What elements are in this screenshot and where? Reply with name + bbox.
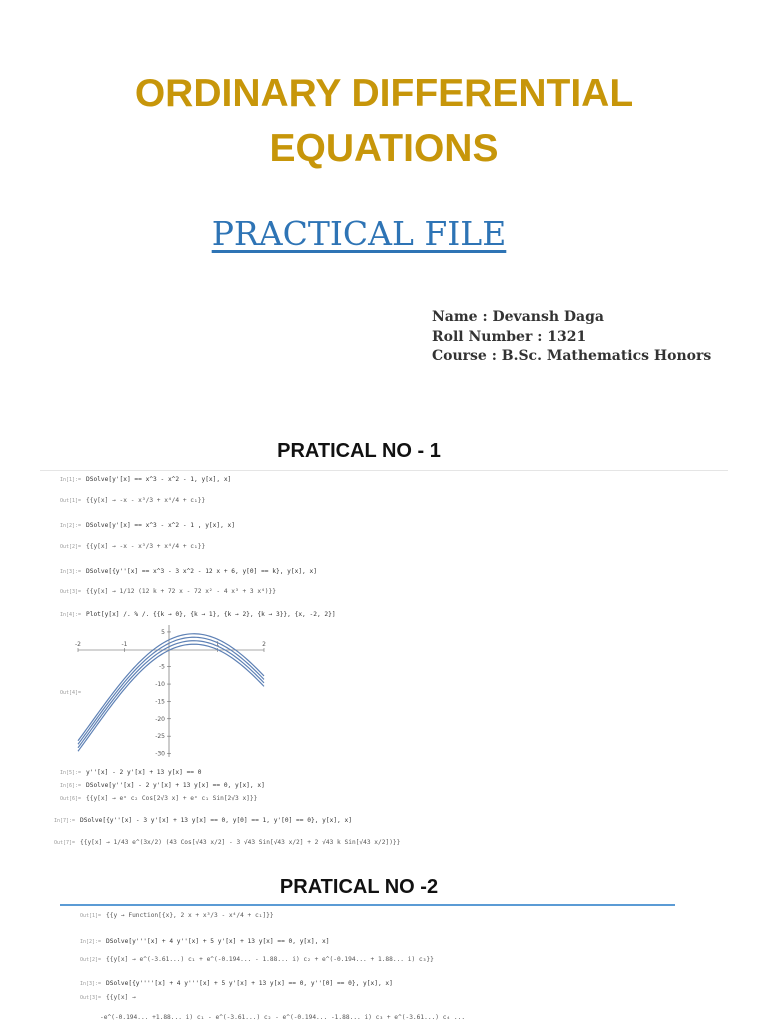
notebook-cell <box>60 795 257 802</box>
y-tick-label: -5 <box>159 663 165 671</box>
y-tick-label: -15 <box>155 698 165 706</box>
notebook-cell <box>60 611 336 618</box>
cell-input: DSolve[y'[x] == x^3 - x^2 - 1 , y[x], x] <box>86 522 236 529</box>
cell-label: Out[2]= <box>60 544 82 550</box>
cell-input: DSolve[y''[x] - 2 y'[x] + 13 y[x] == 0, y[x], x] <box>86 782 265 789</box>
notebook-cell <box>60 769 201 776</box>
notebook-cell <box>60 782 265 789</box>
cell-input: DSolve[{y''[x] == x^3 - 3 x^2 - 12 x + 6, y[0] == k}, y[x], x] <box>86 568 317 575</box>
student-info <box>432 308 711 367</box>
cell-label: Out[2]= <box>80 957 102 963</box>
cell-label: In[7]:= <box>54 818 76 824</box>
x-tick-label: 1 <box>215 641 220 648</box>
cell-input: DSolve[y'''[x] + 4 y''[x] + 5 y'[x] + 13 y[x] == 0, y[x], x] <box>106 938 330 945</box>
y-tick-label: -25 <box>155 733 165 741</box>
cell-label: Out[1]= <box>80 913 102 919</box>
solution-curve <box>78 637 264 744</box>
cell-output: {{y[x] → e^(-3.61...) c₁ + e^(-0.194... - 1.88... i) c₂ + e^(-0.194... + 1.88... i) c₃}} <box>106 956 434 963</box>
notebook-cell <box>54 817 352 824</box>
cell-output: {{y[x] → -x - x³/3 + x⁴/4 + c₁}} <box>86 543 206 550</box>
notebook-cell <box>80 912 274 919</box>
cell-label: In[1]:= <box>60 477 82 483</box>
cell-output: {{y → Function[{x}, 2 x + x³/3 - x⁴/4 + c₁]}} <box>106 912 274 919</box>
cell-output: {{y[x] → eˣ c₂ Cos[2√3 x] + eˣ c₁ Sin[2√3 x]}} <box>86 795 258 802</box>
x-tick-label: -1 <box>121 641 128 648</box>
y-tick-label: 5 <box>161 628 165 636</box>
cell-label: Out[4]= <box>60 690 82 696</box>
notebook-cell <box>60 476 231 483</box>
cell-label: In[2]:= <box>80 939 102 945</box>
notebook-cell <box>100 1014 465 1021</box>
notebook-cell <box>60 543 205 550</box>
practical-1-heading: PRATICAL NO - 1 <box>277 440 441 462</box>
cell-label: Out[7]= <box>54 840 76 846</box>
solution-curve <box>78 644 264 751</box>
student-roll-number: Roll Number : 1321 <box>432 328 587 345</box>
y-tick-label: -20 <box>155 715 165 723</box>
cell-output: {{y[x] → 1/43 e^(3x/2) (43 Cos[√43 x/2] - 3 √43 Sin[√43 x/2] + 2 √43 k Sin[√43 x/2])}} <box>80 839 401 846</box>
cell-label: Out[1]= <box>60 498 82 504</box>
practical-2-heading: PRATICAL NO -2 <box>279 876 439 898</box>
document-title <box>0 66 768 176</box>
cell-output: -e^(-0.194... +1.88... i) c₁ - e^(-3.61...) c₂ - e^(-0.194... -1.88... i) c₃ + e^(-3.61...) c₄ ... <box>100 1014 466 1021</box>
practical-1-notebook <box>40 470 728 860</box>
cell-output: {{y[x] → <box>106 994 136 1001</box>
cell-label: In[3]:= <box>60 569 82 575</box>
notebook-cell <box>60 588 276 595</box>
notebook-top-bar <box>60 904 675 906</box>
notebook-cell <box>60 497 205 504</box>
cell-label: In[5]:= <box>60 770 82 776</box>
cell-label: Out[3]= <box>80 995 102 1001</box>
x-tick-label: 2 <box>262 641 266 648</box>
cell-label: Out[3]= <box>60 589 82 595</box>
notebook-cell <box>80 980 393 987</box>
solution-curve <box>78 641 264 748</box>
notebook-cell <box>80 938 330 945</box>
student-name: Name : Devansh Daga <box>432 309 604 325</box>
title-line-1: ORDINARY DIFFERENTIAL <box>134 72 634 115</box>
student-course: Course : B.Sc. Mathematics Honors <box>432 348 712 364</box>
document-subtitle: PRACTICAL FILE <box>211 214 507 253</box>
solution-plot <box>74 621 274 761</box>
cell-label: In[2]:= <box>60 523 82 529</box>
cell-input: DSolve[{y''''[x] + 4 y'''[x] + 5 y'[x] + 13 y[x] == 0, y''[0] == 0}, y[x], x] <box>106 980 393 987</box>
cell-label: In[4]:= <box>60 612 82 618</box>
x-tick-label: -2 <box>75 641 81 648</box>
y-tick-label: -10 <box>155 681 165 689</box>
cell-output: {{y[x] → 1/12 (12 k + 72 x - 72 x² - 4 x³ + 3 x⁴)}} <box>86 588 276 595</box>
cell-input: DSolve[y'[x] == x^3 - x^2 - 1, y[x], x] <box>86 476 232 483</box>
cell-label: In[3]:= <box>80 981 102 987</box>
y-tick-label: -30 <box>155 750 165 758</box>
notebook-cell <box>80 956 434 963</box>
cell-label: Out[6]= <box>60 796 82 802</box>
practical-2-notebook <box>60 900 708 1024</box>
notebook-cell <box>54 839 400 846</box>
cell-label: In[6]:= <box>60 783 82 789</box>
notebook-cell <box>80 994 136 1001</box>
cell-input: Plot[y[x] /. % /. {{k → 0}, {k → 1}, {k → 2}, {k → 3}}, {x, -2, 2}] <box>86 611 336 618</box>
cell-input: DSolve[{y''[x] - 3 y'[x] + 13 y[x] == 0, y[0] == 1, y'[0] == 0}, y[x], x] <box>80 817 352 824</box>
cell-input: y''[x] - 2 y'[x] + 13 y[x] == 0 <box>86 769 202 776</box>
cell-output: {{y[x] → -x - x³/3 + x⁴/4 + c₁}} <box>86 497 206 504</box>
title-line-2: EQUATIONS <box>269 127 499 170</box>
notebook-cell <box>60 568 317 575</box>
notebook-cell <box>60 522 235 529</box>
